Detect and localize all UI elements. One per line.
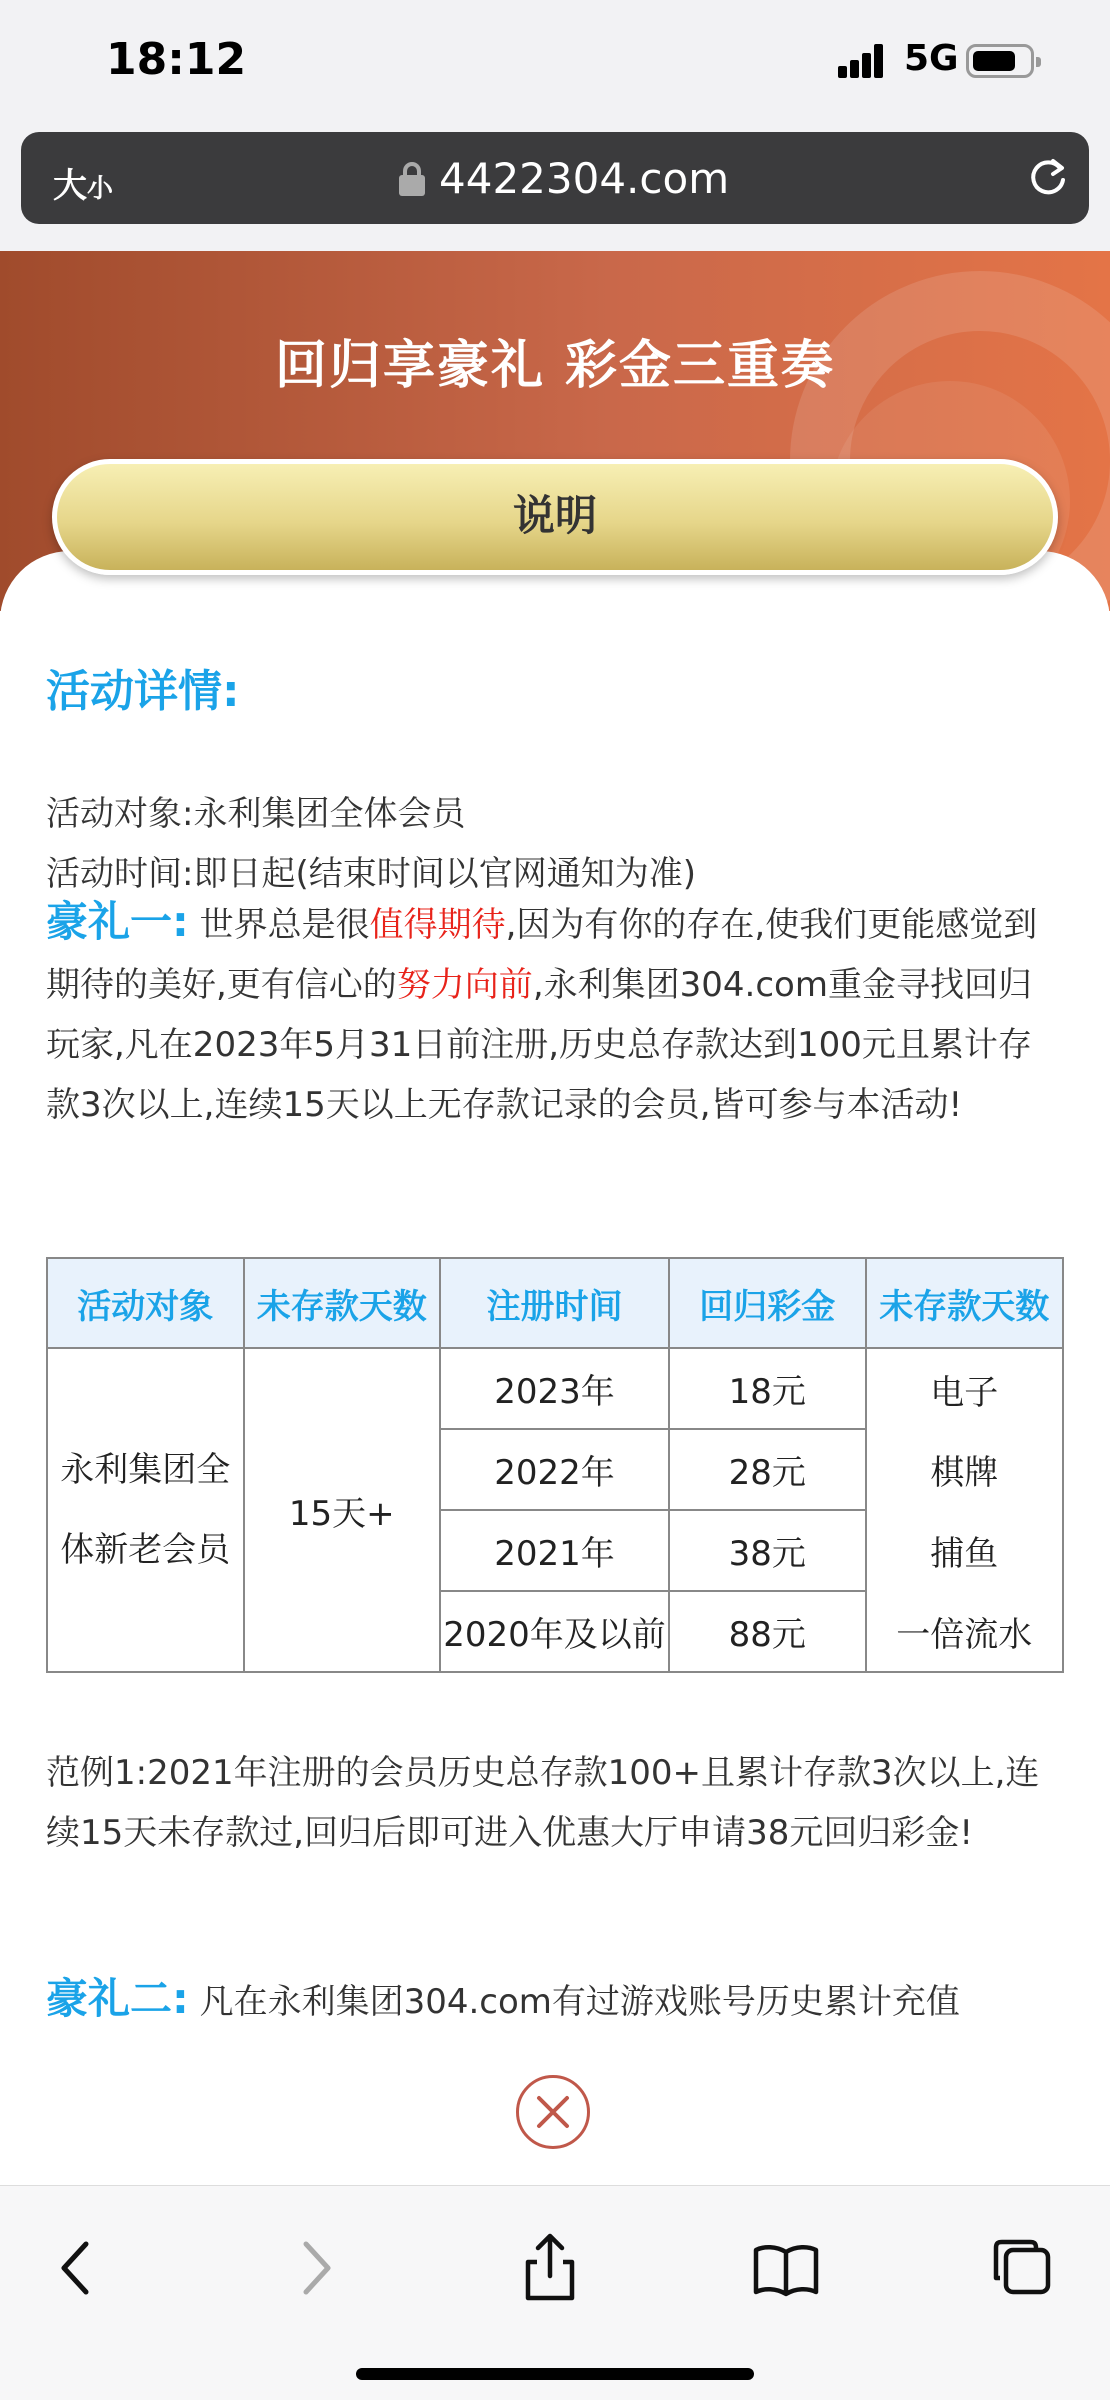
- activity-table: [46, 1257, 1064, 1673]
- cell-reg: 2021年: [440, 1510, 669, 1591]
- signal-icon: [838, 44, 894, 78]
- cell-bonus: 28元: [669, 1429, 866, 1510]
- page-content: [0, 251, 1110, 2185]
- explain-button[interactable]: 说明: [52, 459, 1058, 575]
- share-icon[interactable]: [510, 2228, 590, 2308]
- cell-reg: 2023年: [440, 1348, 669, 1429]
- status-time: 18:12: [106, 34, 247, 85]
- cell-game: 电子: [866, 1348, 1064, 1429]
- address-bar[interactable]: [21, 132, 1089, 224]
- close-button[interactable]: [516, 2075, 590, 2149]
- gift1-highlight-1: 值得期待: [369, 905, 506, 945]
- cell-bonus: 88元: [669, 1591, 866, 1672]
- gift2-text: 凡在永利集团304.com有过游戏账号历史累计充值: [199, 1982, 960, 2022]
- gift2-paragraph: [46, 1969, 1056, 2032]
- cell-reg: 2022年: [440, 1429, 669, 1510]
- gift1-text-c: ,永利集团304.com重金寻找回归玩家,凡在2023年5月31日前注册,历史总存款达到100元且累计存款3次以上,连续15天以上无存款记录的会员,皆可参与本活动!: [46, 965, 1032, 1125]
- cell-target: 永利集团全体新老会员: [47, 1348, 244, 1672]
- gift1-text-a: 世界总是很: [199, 905, 370, 945]
- table-header-row: [47, 1258, 1063, 1348]
- forward-icon[interactable]: [276, 2228, 356, 2308]
- text-size-button[interactable]: [53, 158, 113, 207]
- header-reg-time: 注册时间: [440, 1258, 669, 1348]
- reload-icon[interactable]: [1026, 156, 1070, 200]
- browser-toolbar: [0, 2185, 1110, 2400]
- network-label: 5G: [904, 38, 959, 79]
- tabs-icon[interactable]: [982, 2228, 1062, 2308]
- cell-days: 15天+: [244, 1348, 441, 1672]
- cell-game: 棋牌: [866, 1429, 1064, 1510]
- table-row: [47, 1348, 1063, 1429]
- gift2-label: 豪礼二:: [46, 1974, 189, 2023]
- header-bonus: 回归彩金: [669, 1258, 866, 1348]
- activity-target: 活动对象:永利集团全体会员: [46, 794, 466, 834]
- home-indicator: [356, 2368, 754, 2380]
- text-size-big: 大: [53, 166, 87, 206]
- url-text[interactable]: 4422304.com: [439, 154, 730, 203]
- header-target: 活动对象: [47, 1258, 244, 1348]
- gift1-paragraph: [46, 892, 1056, 1135]
- gift1-highlight-2: 努力向前: [396, 965, 533, 1005]
- example-paragraph: 范例1:2021年注册的会员历史总存款100+且累计存款3次以上,连续15天未存款过,回归后即可进入优惠大厅申请38元回归彩金!: [46, 1753, 1040, 1853]
- cell-bonus: 18元: [669, 1348, 866, 1429]
- battery-icon: [966, 44, 1034, 78]
- cell-game: 一倍流水: [866, 1591, 1064, 1672]
- gift1-label: 豪礼一:: [46, 897, 189, 946]
- cell-game: 捕鱼: [866, 1510, 1064, 1591]
- header-days-2: 未存款天数: [866, 1258, 1064, 1348]
- text-size-small: 小: [87, 174, 114, 204]
- section-title: 活动详情:: [46, 666, 240, 717]
- banner-title: 回归享豪礼 彩金三重奏: [274, 336, 836, 396]
- bookmarks-icon[interactable]: [746, 2228, 826, 2308]
- header-days: 未存款天数: [244, 1258, 441, 1348]
- activity-time: 活动时间:即日起(结束时间以官网通知为准): [46, 854, 696, 894]
- lock-icon: [399, 162, 425, 196]
- close-icon: [519, 2078, 587, 2146]
- cell-bonus: 38元: [669, 1510, 866, 1591]
- cell-reg: 2020年及以前: [440, 1591, 669, 1672]
- status-bar: [0, 0, 1110, 120]
- gift1-text-b: ,因为有你的存在,使我们更能感觉到期待的美好,更有信心的: [46, 905, 1038, 1005]
- back-icon[interactable]: [36, 2228, 116, 2308]
